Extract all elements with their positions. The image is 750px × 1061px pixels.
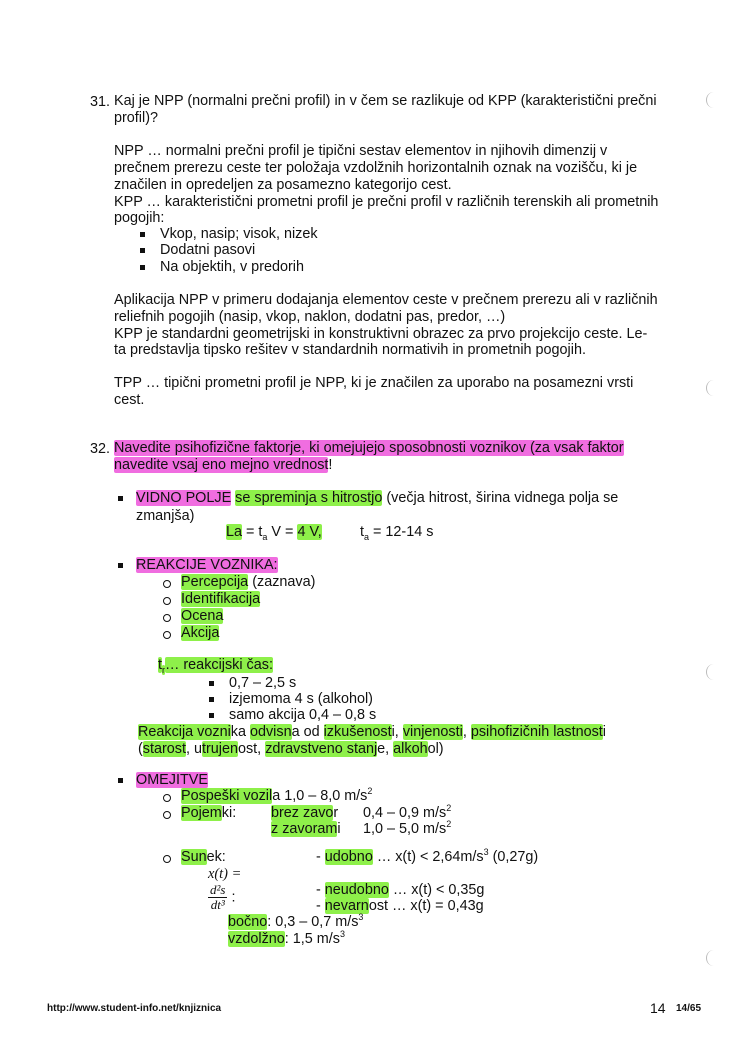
green-highlight: nevarn: [324, 898, 369, 914]
text-line: [160, 226, 318, 243]
text-line: [114, 392, 144, 409]
green-highlight: alkoh: [393, 741, 428, 757]
text-line: [181, 591, 260, 608]
text-segment: ol): [427, 741, 444, 757]
text-line: [114, 210, 164, 227]
green-highlight: Akcija: [181, 625, 220, 641]
text-line: [138, 741, 444, 758]
text-line: [229, 675, 296, 692]
text-segment: profil)?: [114, 110, 158, 126]
green-highlight: Pospeški vozil: [181, 788, 273, 804]
text-segment: 2: [367, 786, 373, 797]
text-segment: prečnem prerezu ceste ter položaja vzdolžnih horizontalnih oznak na vozišču, ki je: [114, 160, 638, 176]
text-line: [114, 160, 637, 177]
text-segment: 3: [339, 929, 345, 940]
text-line: [271, 821, 341, 838]
text-line: [136, 490, 618, 507]
text-segment: ost,: [237, 741, 266, 757]
text-segment: t: [360, 524, 364, 540]
text-line: [114, 440, 624, 457]
text-line: [181, 849, 230, 866]
text-line: [114, 309, 505, 326]
green-highlight: t: [158, 657, 162, 673]
text-line: [114, 194, 658, 211]
text-segment: 1,0 – 5,0 m/s: [363, 821, 447, 837]
square-bullet-icon: [209, 713, 214, 718]
page-count: 14/65: [676, 1003, 702, 1014]
text-segment: i: [602, 724, 606, 740]
text-segment: reliefnih pogojih (nasip, vkop, naklon, dodatni pas, predor, …): [114, 309, 506, 325]
footer-url[interactable]: http://www.student-info.net/knjiznica: [47, 1003, 222, 1014]
text-line: [316, 849, 538, 866]
text-line: [229, 691, 373, 708]
text-segment: V =: [267, 524, 298, 540]
text-segment: 3: [483, 847, 489, 858]
question-number: 31.: [90, 94, 111, 110]
text-segment: NPP … normalni prečni profil je tipični sestav elementov in njihovih dimenzij v: [114, 143, 608, 159]
text-segment: e,: [377, 741, 394, 757]
scan-mark: [706, 380, 721, 396]
text-segment: TPP … tipični prometni profil je NPP, ki je značilen za uporabo na posamezni vrsti: [114, 375, 634, 391]
text-segment: a: [364, 531, 370, 542]
text-segment: a od: [291, 724, 324, 740]
green-highlight: bočno: [228, 914, 268, 930]
text-segment: Vkop, nasip; visok, nizek: [160, 226, 318, 242]
text-line: [114, 342, 586, 359]
text-line: [114, 326, 647, 343]
text-segment: ek:: [206, 849, 230, 865]
pink-highlight: VIDNO POLJE: [136, 490, 232, 506]
circle-bullet-icon: [163, 614, 171, 622]
square-bullet-icon: [118, 496, 123, 501]
text-line: [114, 292, 658, 309]
text-line: [138, 724, 606, 741]
text-segment: zmanjša): [136, 508, 195, 524]
text-segment: a 1,0 – 8,0 m/s: [272, 788, 368, 804]
circle-bullet-icon: [163, 811, 171, 819]
green-highlight: brez zavo: [271, 805, 334, 821]
green-highlight: Percepcija: [181, 574, 249, 590]
text-line: [181, 608, 223, 625]
green-highlight: z zavoram: [271, 821, 338, 837]
text-line: [160, 242, 255, 259]
text-segment: (0,27g): [488, 849, 539, 865]
text-line: [114, 110, 158, 127]
text-line: [181, 805, 236, 822]
question-number: 32.: [90, 441, 111, 457]
text-line: [228, 931, 345, 948]
text-line: [136, 772, 208, 789]
circle-bullet-icon: [163, 580, 171, 588]
text-segment: -: [316, 898, 325, 914]
scan-mark: [706, 664, 721, 680]
formula-lhs: x(t) =: [208, 866, 242, 882]
pink-highlight: Navedite psihofizične faktorje, ki omejujejo sposobnosti voznikov (za vsak faktor: [114, 440, 624, 456]
text-line: [136, 508, 194, 525]
green-highlight: 4 V,: [297, 524, 322, 540]
text-segment: a: [262, 531, 268, 542]
square-bullet-icon: [118, 778, 123, 783]
text-segment: Na objektih, v predorih: [160, 259, 304, 275]
text-line: [160, 259, 304, 276]
circle-bullet-icon: [163, 794, 171, 802]
text-segment: 0,7 – 2,5 s: [229, 675, 297, 691]
pink-highlight: OMEJITVE: [136, 772, 208, 788]
circle-bullet-icon: [163, 855, 171, 863]
text-segment: (večja hitrost, širina vidnega polja se: [382, 490, 619, 506]
text-segment: … x(t) < 0,35g: [388, 882, 485, 898]
green-highlight: Ocena: [181, 608, 224, 624]
green-highlight: zdravstveno stanj: [265, 741, 378, 757]
text-segment: : 1,5 m/s: [284, 931, 340, 947]
text-segment: i,: [391, 724, 403, 740]
text-segment: = 12-14 s: [369, 524, 434, 540]
text-segment: i: [337, 821, 341, 837]
text-line: [316, 882, 484, 899]
text-segment: 0,4 – 0,9 m/s: [363, 805, 447, 821]
green-highlight: neudobno: [324, 882, 389, 898]
square-bullet-icon: [118, 563, 123, 568]
text-line: [316, 898, 484, 915]
text-segment: 2: [446, 819, 452, 830]
text-line: [271, 805, 338, 822]
text-segment: Dodatni pasovi: [160, 242, 256, 258]
green-highlight: Sun: [181, 849, 207, 865]
text-line: [226, 524, 322, 541]
text-line: [181, 788, 372, 805]
green-highlight: udobno: [324, 849, 373, 865]
page-number: 14: [650, 1000, 666, 1016]
text-line: [181, 574, 315, 591]
green-highlight: trujen: [201, 741, 238, 757]
scan-mark: [706, 92, 721, 108]
text-segment: , u: [185, 741, 202, 757]
formula-denominator: dt³: [210, 897, 225, 912]
text-line: [114, 143, 607, 160]
text-segment: r: [333, 805, 339, 821]
green-highlight: se spreminja s hitrostjo: [235, 490, 383, 506]
text-segment: 3: [358, 912, 364, 923]
green-highlight: r: [162, 664, 165, 675]
green-highlight: psihofizičnih lastnost: [470, 724, 603, 740]
green-highlight: … reakcijski čas:: [165, 657, 273, 673]
green-highlight: La: [226, 524, 243, 540]
green-highlight: Reakcija vozni: [138, 724, 231, 740]
text-line: [229, 707, 376, 724]
text-segment: ost … x(t) = 0,43g: [368, 898, 484, 914]
green-highlight: izkušenost: [323, 724, 392, 740]
scan-mark: [706, 950, 721, 966]
text-segment: Kaj je NPP (normalni prečni profil) in v čem se razlikuje od KPP (karakteristični prečni: [114, 93, 657, 109]
square-bullet-icon: [209, 697, 214, 702]
formula-fraction: [208, 883, 227, 912]
green-highlight: starost: [142, 741, 186, 757]
green-highlight: vzdolžno: [228, 931, 285, 947]
text-line: [158, 657, 273, 674]
text-segment: Aplikacija NPP v primeru dodajanja elementov ceste v prečnem prerezu ali v različnih: [114, 292, 658, 308]
green-highlight: odvisn: [249, 724, 292, 740]
text-segment: 2: [446, 803, 452, 814]
square-bullet-icon: [140, 248, 145, 253]
text-segment: !: [328, 457, 333, 473]
text-segment: -: [316, 849, 325, 865]
text-segment: značilen in opredeljen za posamezno kategorijo cest.: [114, 177, 452, 193]
text-line: [114, 375, 633, 392]
text-segment: KPP … karakteristični prometni profil je prečni profil v različnih terenskih ali prometnih: [114, 194, 659, 210]
text-line: [114, 177, 452, 194]
formula-colon: :: [227, 889, 236, 906]
green-highlight: Identifikacija: [181, 591, 261, 607]
text-segment: KPP je standardni geometrijski in konstruktivni obrazec za prvo projekcijo ceste. Le-: [114, 326, 648, 342]
square-bullet-icon: [209, 681, 214, 686]
text-line: [114, 93, 657, 110]
text-segment: : 0,3 – 0,7 m/s: [267, 914, 359, 930]
formula-numerator: d²s: [210, 882, 226, 897]
text-segment: cest.: [114, 392, 145, 408]
text-segment: … x(t) < 2,64m/s: [372, 849, 484, 865]
text-line: [136, 557, 278, 574]
text-line: [181, 625, 219, 642]
green-highlight: Pojem: [181, 805, 222, 821]
text-segment: (zaznava): [248, 574, 316, 590]
text-segment: -: [316, 882, 325, 898]
text-segment: izjemoma 4 s (alkohol): [229, 691, 373, 707]
text-segment: ki:: [221, 805, 237, 821]
square-bullet-icon: [140, 232, 145, 237]
pink-highlight: REAKCIJE VOZNIKA:: [136, 557, 278, 573]
text-line: [360, 524, 433, 541]
text-line: [363, 821, 451, 838]
text-segment: ,: [462, 724, 471, 740]
pink-highlight: navedite vsaj eno mejno vrednost: [114, 457, 329, 473]
square-bullet-icon: [140, 265, 145, 270]
text-line: [114, 457, 332, 474]
green-highlight: vinjenosti: [402, 724, 463, 740]
text-segment: samo akcija 0,4 – 0,8 s: [229, 707, 377, 723]
circle-bullet-icon: [163, 631, 171, 639]
text-segment: = t: [242, 524, 263, 540]
text-segment: ta predstavlja tipsko rešitev v standardnih normativih in prometnih pogojih.: [114, 342, 586, 358]
text-segment: (: [138, 741, 143, 757]
text-segment: ka: [230, 724, 250, 740]
text-segment: pogojih:: [114, 210, 165, 226]
circle-bullet-icon: [163, 597, 171, 605]
text-line: [363, 805, 451, 822]
